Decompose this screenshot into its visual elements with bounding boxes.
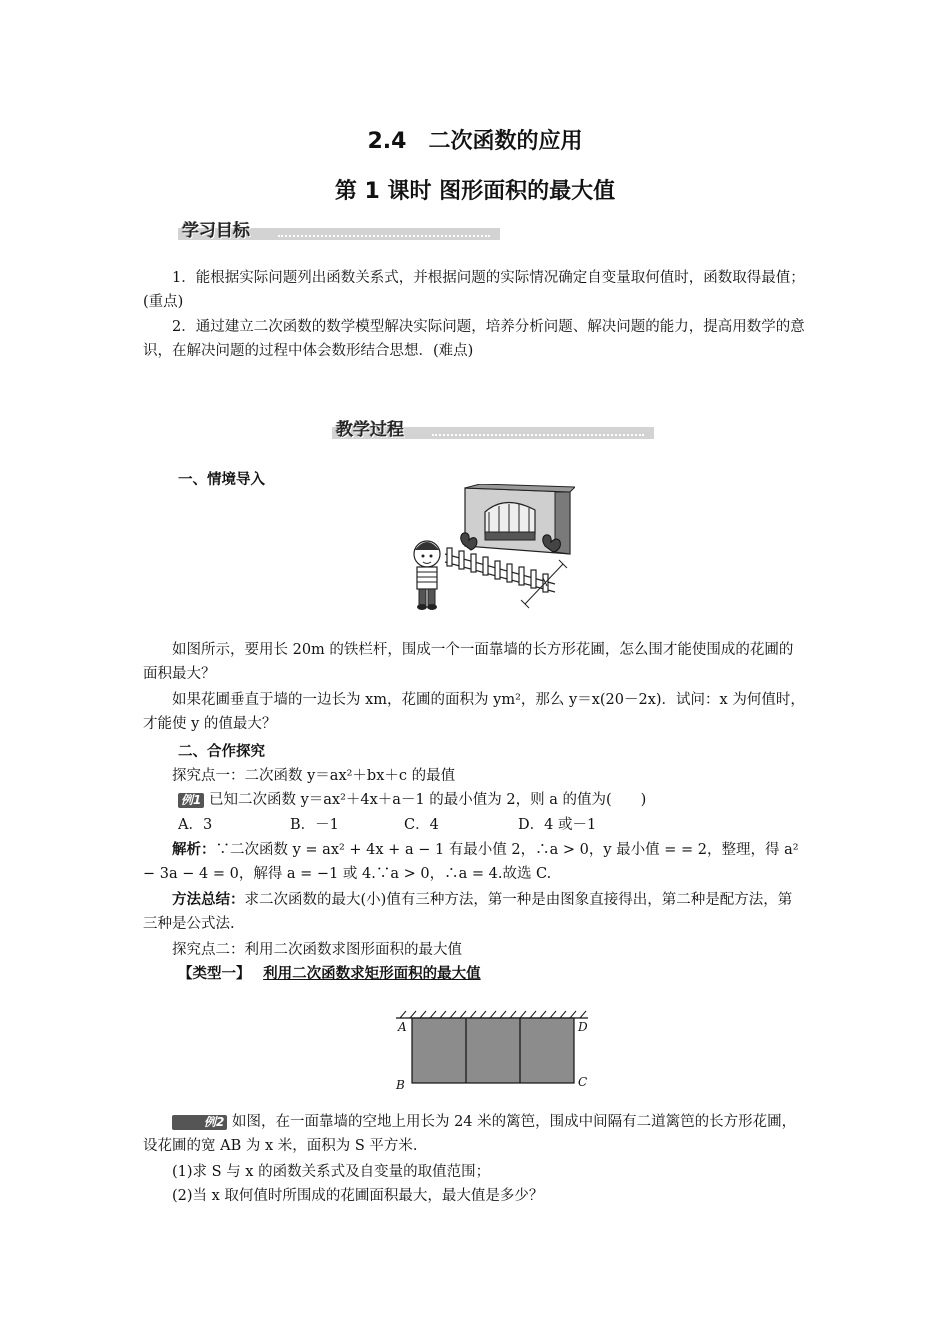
objectives-label: 学习目标	[182, 221, 250, 241]
intro-paragraph-2: 如果花圃垂直于墙的一边长为 xm，花圃的面积为 ym²，那么 y＝x(20－2x)．试问：x 为何值时，才能使 y 的值最大？	[143, 692, 805, 732]
garden-figure	[390, 1010, 600, 1095]
section-title: 2.4 二次函数的应用	[367, 129, 583, 154]
process-header	[332, 413, 654, 439]
analysis-label: 解析：	[172, 842, 216, 858]
process-label: 教学过程	[336, 420, 404, 440]
label-b: B	[396, 1078, 405, 1092]
analysis-text: ∵二次函数 y = ax² + 4x + a − 1 有最小值 2，∴a > 0，y 最小值 = = 2，整理，得 a² − 3a − 4 = 0，解得 a = −1 或 4.∵a > 0，∴a = 4.故选 C.	[143, 842, 799, 882]
lesson-title: 第 1 课时 图形面积的最大值	[334, 179, 616, 204]
label-a: A	[398, 1020, 407, 1034]
objective-item-1: 1．能根据实际问题列出函数关系式，并根据问题的实际情况确定自变量取何值时，函数取得最值；(重点)	[143, 270, 805, 310]
objectives-header	[178, 216, 500, 242]
example-1	[178, 788, 806, 812]
option-a: A．3	[178, 817, 213, 833]
example-2	[143, 1110, 806, 1158]
example-1-text: 已知二次函数 y＝ax²＋4x＋a－1 的最小值为 2，则 a 的值为( )	[208, 792, 647, 808]
option-b: B．－1	[290, 817, 339, 833]
summary-label: 方法总结：	[172, 892, 245, 908]
objective-item-2: 2．通过建立二次函数的数学模型解决实际问题，培养分析问题、解决问题的能力，提高用数学的意识，在解决问题的过程中体会数形结合思想．(难点)	[143, 319, 805, 359]
option-d: D．4 或－1	[518, 817, 597, 833]
label-d: D	[578, 1020, 588, 1034]
type-1-heading	[178, 962, 806, 986]
question-1: (1)求 S 与 x 的函数关系式及自变量的取值范围；	[172, 1164, 491, 1180]
type-1-title: 利用二次函数求矩形面积的最大值	[263, 966, 481, 982]
label-c: C	[578, 1075, 588, 1089]
options-row	[178, 813, 798, 837]
type-1-label: 【类型一】	[178, 966, 251, 982]
intro-paragraph-1: 如图所示，要用长 20m 的铁栏杆，围成一个一面靠墙的长方形花圃，怎么围才能使围成的花圃的面积最大？	[143, 642, 794, 682]
question-2: (2)当 x 取何值时所围成的花圃面积最大，最大值是多少？	[172, 1188, 544, 1204]
part1-heading: 一、情境导入	[178, 472, 265, 488]
exploration-point-2: 探究点二：利用二次函数求图形面积的最大值	[172, 942, 462, 958]
example-2-badge: 例2	[172, 1115, 227, 1130]
garden-rectangle	[390, 1010, 600, 1095]
example-2-text: 如图，在一面靠墙的空地上用长为 24 米的篱笆，围成中间隔有二道篱笆的长方形花圃，设花圃的宽 AB 为 x 米，面积为 S 平方米.	[143, 1114, 797, 1154]
garden-illustration	[405, 484, 575, 616]
part2-heading: 二、合作探究	[178, 744, 265, 760]
analysis	[143, 838, 806, 886]
exploration-point-1: 探究点一：二次函数 y＝ax²＋bx＋c 的最值	[172, 768, 456, 784]
summary-text: 求二次函数的最大(小)值有三种方法，第一种是由图象直接得出，第二种是配方法，第三种是公式法.	[143, 892, 793, 932]
option-c: C．4	[404, 817, 439, 833]
example-1-badge: 例1	[178, 793, 204, 808]
method-summary	[143, 888, 806, 936]
